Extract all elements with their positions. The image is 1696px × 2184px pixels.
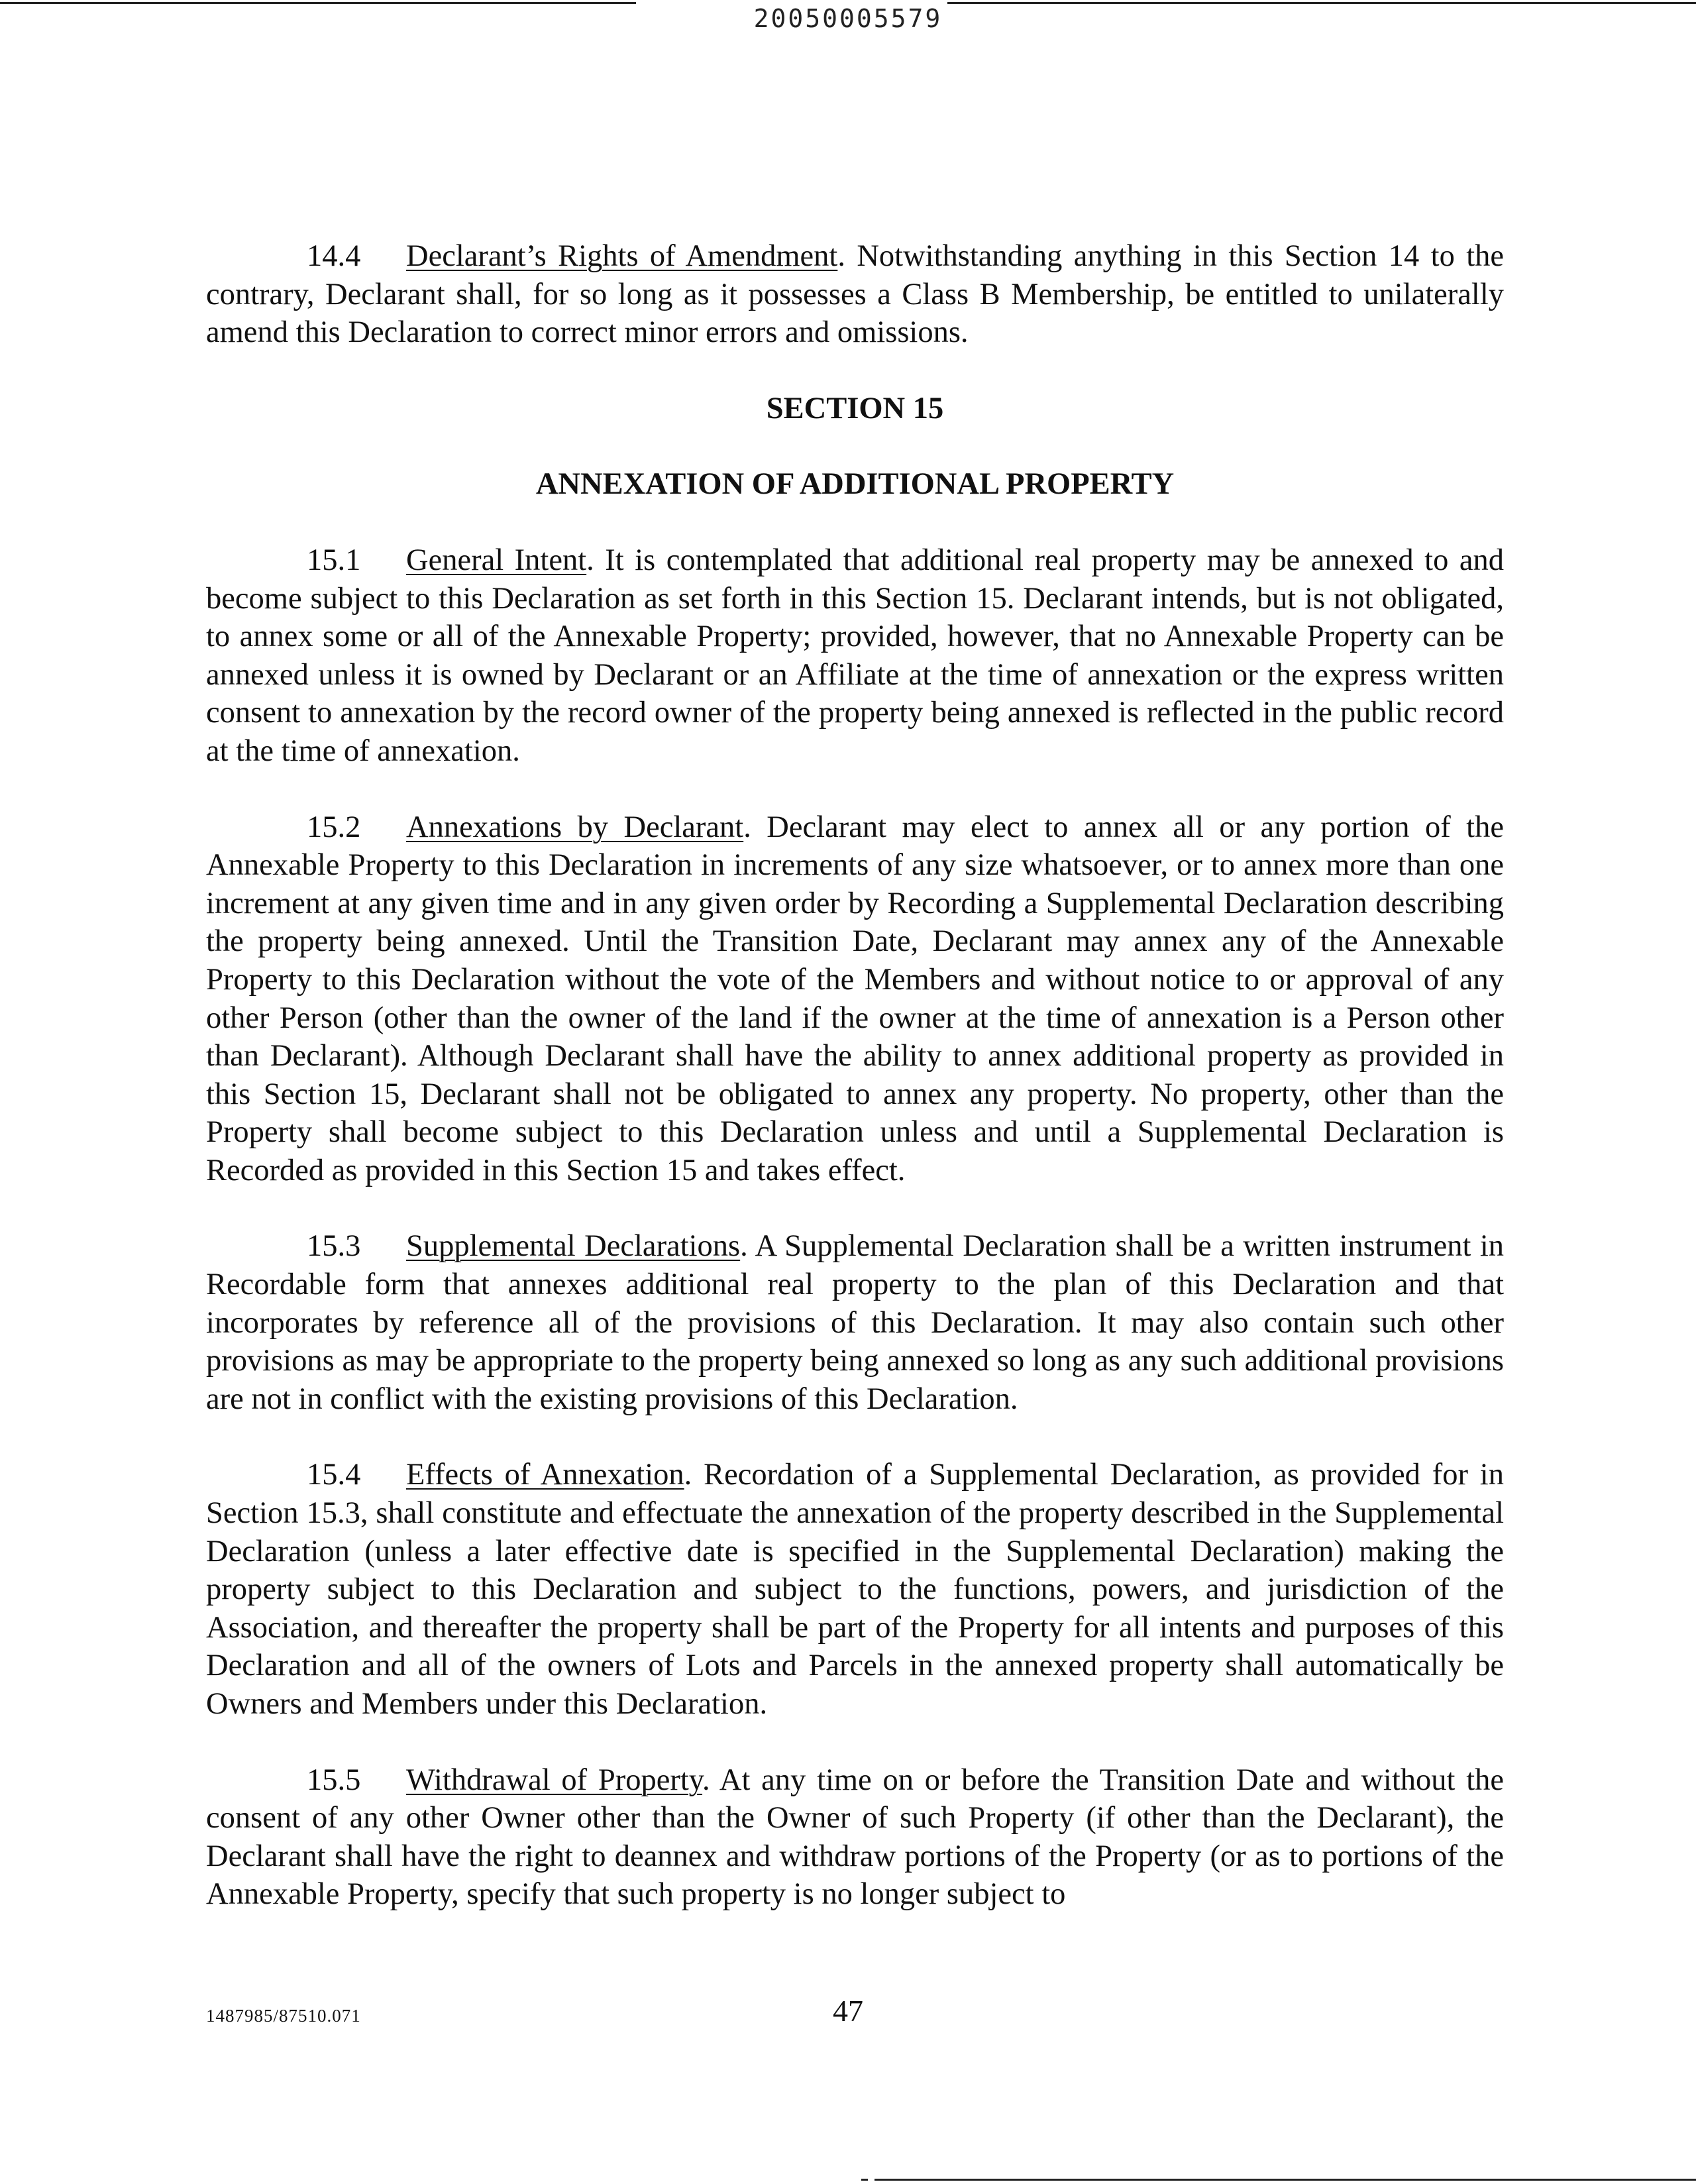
paragraph-number: 15.1 (307, 543, 361, 577)
paragraph-text: . At any time on or before the Transition Date and without the consent of any other Owner other than the Owner of such Property (if other than the Declarant), the Declarant shall have the right to deannex and withdraw portions of the Property (or as to portions of the Annexable Property, specify that such property is no longer subject to (206, 1763, 1505, 1912)
paragraph-15-5 (206, 1761, 1504, 1914)
footer-document-id: 1487985/87510.071 (206, 2006, 361, 2026)
page-number: 47 (833, 1994, 863, 2028)
recording-number: 20050005579 (753, 4, 943, 33)
paragraph-heading: Effects of Annexation (406, 1458, 684, 1492)
paragraph-heading: Withdrawal of Property (406, 1763, 703, 1797)
section-title: SECTION 15 (766, 391, 944, 425)
paragraph-text: . It is contemplated that additional real property may be annexed to and become subject to this Declaration as set forth in this Section 15. Declarant intends, but is not obligated, to annex some or all of the Annexable Property; provided, however, that no Annexable Property can be annexed unless it is owned by Declarant or an Affiliate at the time of annexation or the express written consent to annexation by the record owner of the property being annexed is reflected in the public record at the time of annexation. (206, 543, 1504, 768)
paragraph-text: . Recordation of a Supplemental Declaration, as provided for in Section 15.3, shall constitute and effectuate the annexation of the property described in the Supplemental Declaration (unless a later effective date is specified in the Supplemental Declaration) making the property subject to this Declaration and subject to the functions, powers, and jurisdiction of the Association, and thereafter the property shall be part of the Property for all intents and purposes of this Declaration and all of the owners of Lots and Parcels in the annexed property shall automatically be Owners and Members under this Declaration. (206, 1458, 1504, 1721)
paragraph-number: 15.5 (307, 1763, 361, 1797)
scan-edge-line (874, 2179, 1696, 2181)
paragraph-number: 15.3 (307, 1229, 361, 1264)
section-subtitle: ANNEXATION OF ADDITIONAL PROPERTY (535, 467, 1175, 502)
paragraph-15-4 (206, 1456, 1504, 1723)
paragraph-15-3 (206, 1227, 1504, 1418)
paragraph-14-4 (206, 237, 1504, 352)
paragraph-heading: General Intent (406, 543, 587, 577)
paragraph-heading: Declarant’s Rights of Amendment (406, 239, 838, 273)
paragraph-number: 15.4 (307, 1458, 361, 1492)
body-text (206, 237, 1504, 1951)
paragraph-text: . Declarant may elect to annex all or any portion of the Annexable Property to this Declaration in increments of any size whatsoever, or to annex more than one increment at any given time and in any given order by Recording a Supplemental Declaration describing the property being annexed. Until the Transition Date, Declarant may annex any of the Annexable Property to this Declaration without the vote of the Members and without notice to or approval of any other Person (other than the owner of the land if the owner at the time of annexation is a Person other than Declarant). Although Declarant shall have the ability to annex additional property as provided in this Section 15, Declarant shall not be obligated to annex any property. No property, other than the Property shall become subject to this Declaration unless and until a Supplemental Declaration is Recorded as provided in this Section 15 and takes effect. (206, 810, 1504, 1187)
paragraph-text: . A Supplemental Declaration shall be a written instrument in Recordable form that annexes additional real property to the plan of this Declaration and that incorporates by reference all of the provisions of this Declaration. It may also contain such other provisions as may be appropriate to the property being annexed so long as any such additional provisions are not in conflict with the existing provisions of this Declaration. (206, 1229, 1504, 1416)
paragraph-number: 14.4 (307, 239, 361, 273)
paragraph-heading: Annexations by Declarant (406, 810, 744, 844)
scan-edge-line (861, 2179, 868, 2181)
paragraph-text: . Notwithstanding anything in this Section 14 to the contrary, Declarant shall, for so long as it possesses a Class B Membership, be entitled to unilaterally amend this Declaration to correct minor errors and omissions. (206, 239, 1504, 350)
paragraph-15-1 (206, 541, 1504, 771)
paragraph-heading: Supplemental Declarations (406, 1229, 741, 1264)
paragraph-15-2 (206, 808, 1504, 1190)
paragraph-number: 15.2 (307, 810, 361, 844)
